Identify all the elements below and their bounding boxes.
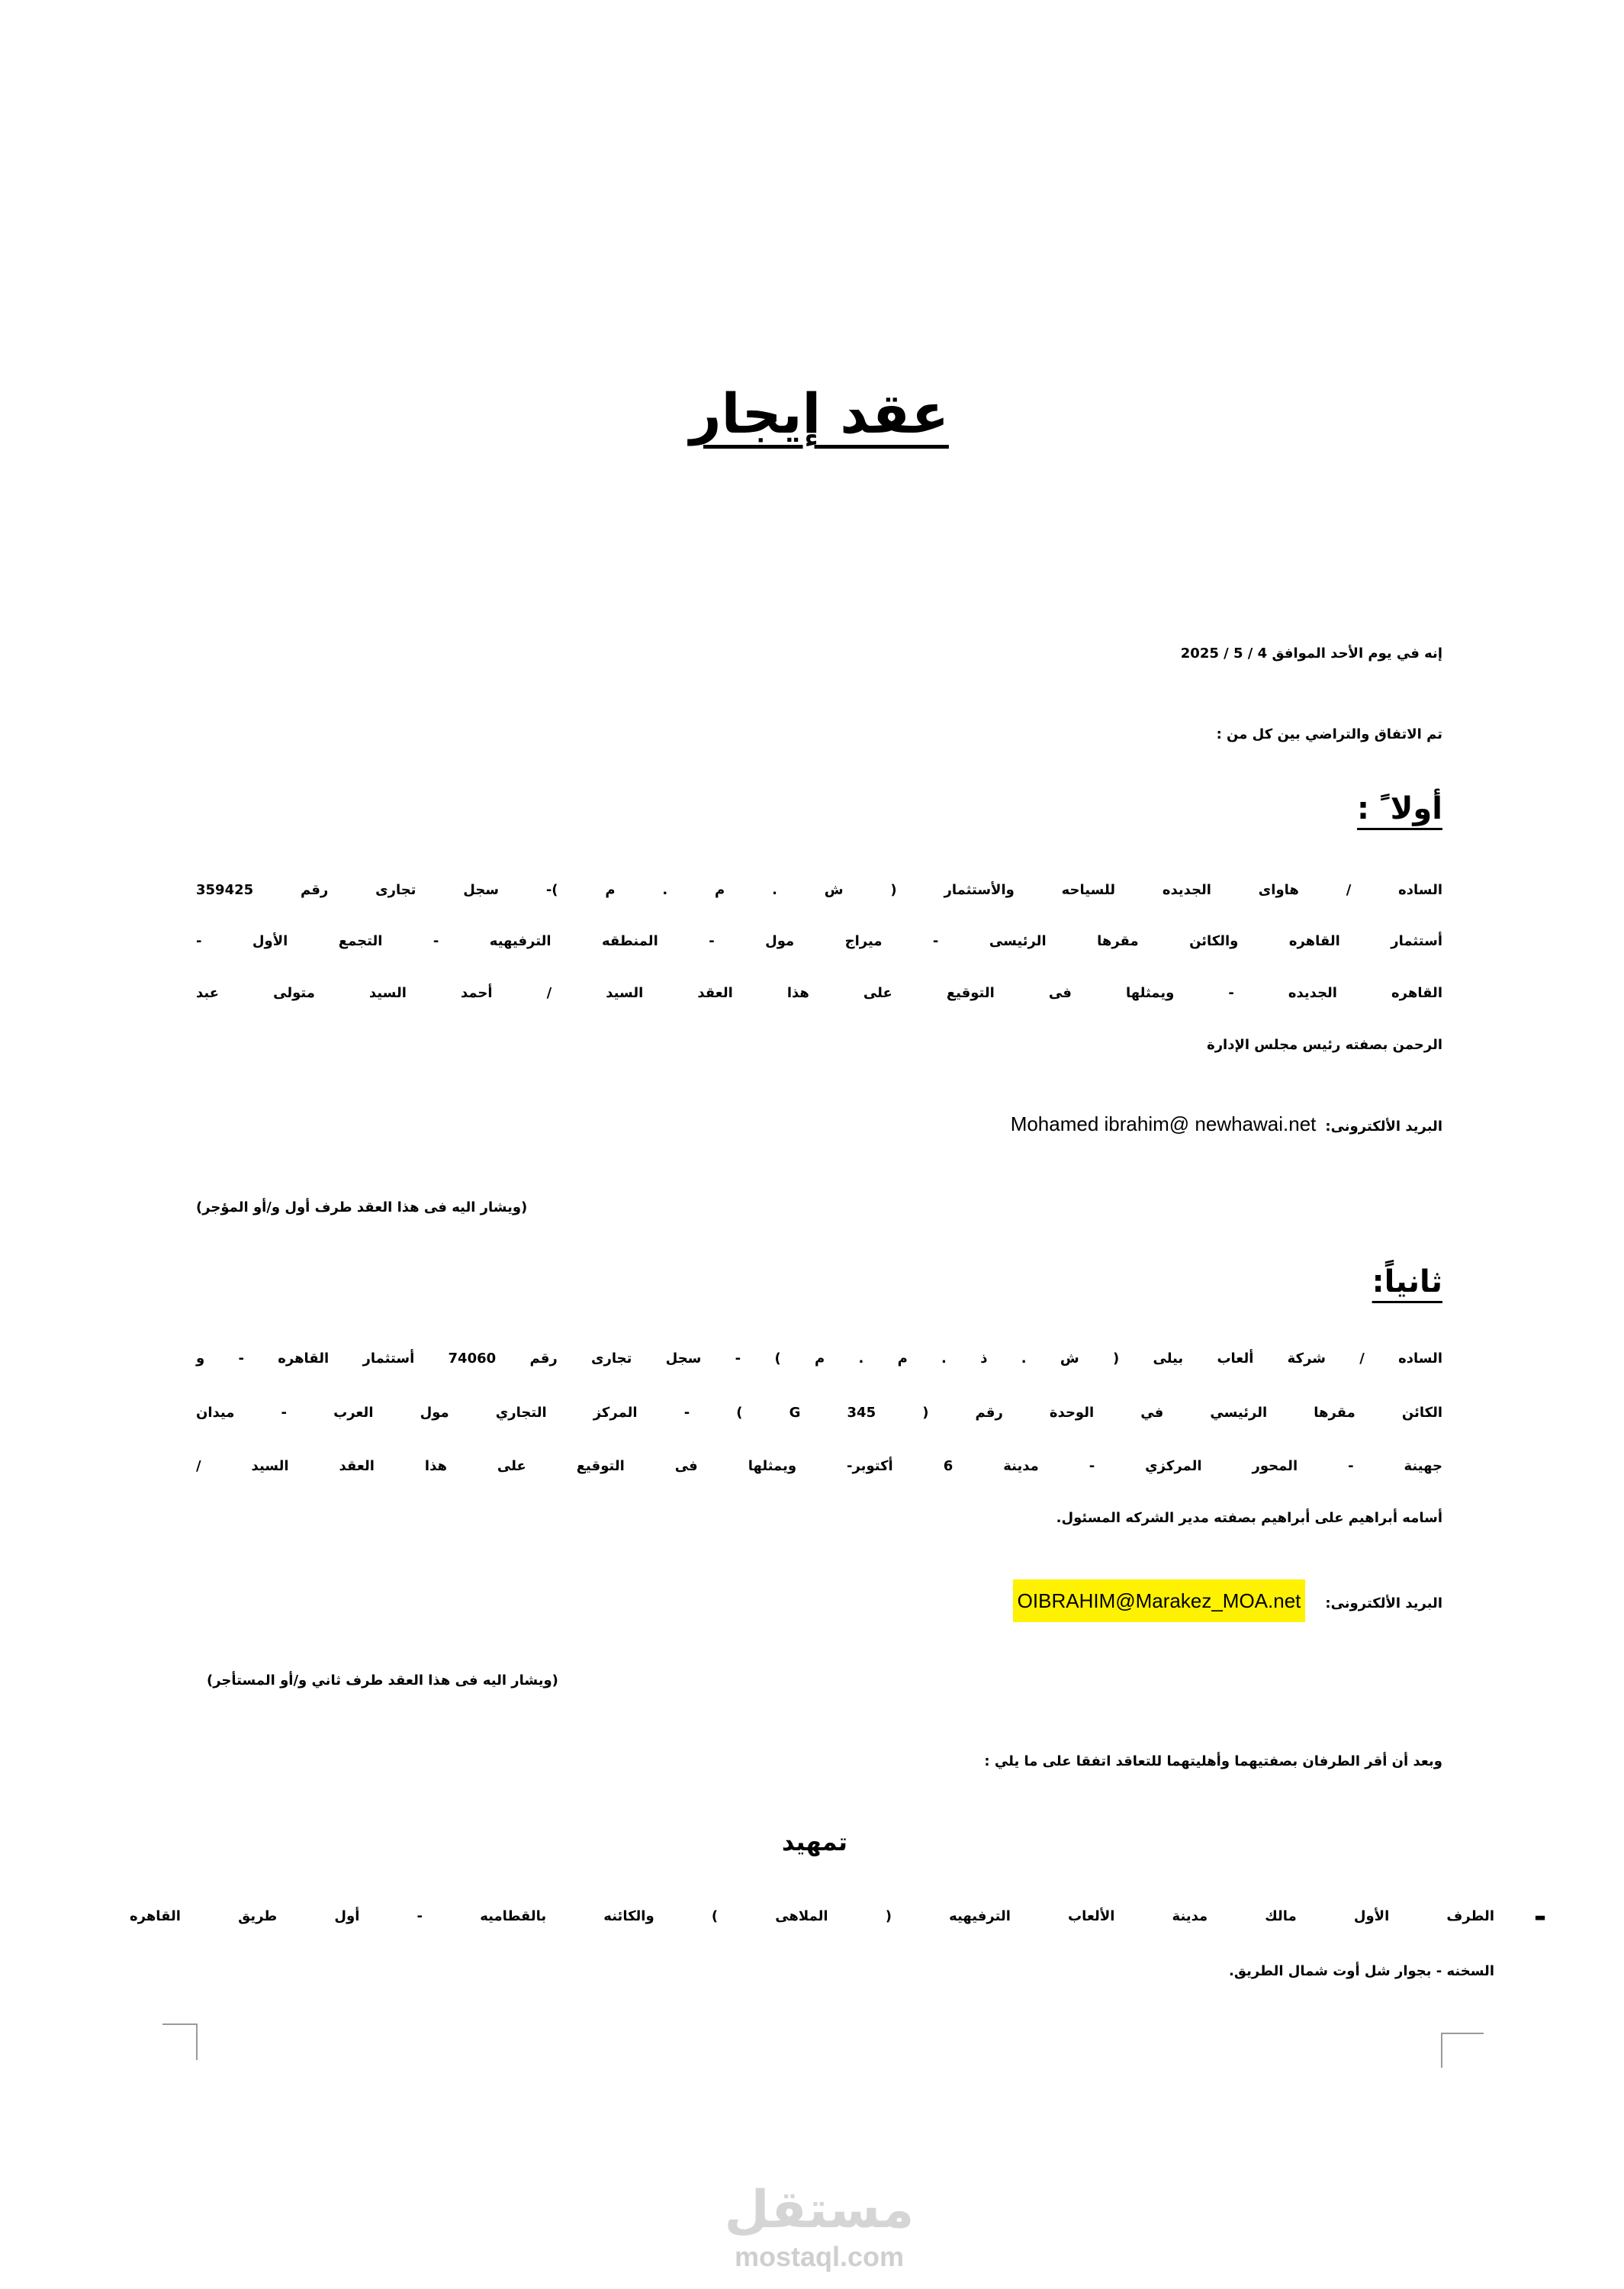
contract-title-text: عقد إيجار: [690, 382, 949, 446]
preamble-bullet: -: [1533, 1899, 1547, 1934]
first-party-text-line: الساده / هاواى الجديده للسياحه والأستثمار ( ش . م . م )- سجل تجارى رقم 359425: [196, 882, 1442, 898]
second-party-text-line: الكائن مقرها الرئيسي في الوحدة رقم ( G 345 ) - المركز التجاري مول العرب - ميدان: [196, 1405, 1442, 1421]
first-party-text-line: الرحمن بصفته رئيس مجلس الإدارة: [1207, 1037, 1442, 1053]
first-party-text-line: القاهره الجديده - ويمثلها فى التوقيع على هذا العقد السيد / أحمد السيد متولى عبد: [196, 985, 1442, 1001]
first-party-email: Mohamed ibrahim@ newhawai.net: [1010, 1112, 1317, 1135]
crop-mark-right-horizontal: [1441, 2033, 1484, 2034]
second-party-email-line: [196, 1579, 1442, 1625]
watermark-logo: مستقل: [724, 2180, 915, 2240]
first-party-text-line: أستثمار القاهره والكائن مقرها الرئيسى - ميراج مول - المنطقه الترفيهيه - التجمع الأول -: [196, 933, 1442, 949]
crop-mark-right-vertical: [1441, 2033, 1442, 2068]
first-party-heading: [196, 786, 1442, 832]
preamble-item-line: السخنه - بجوار شل أوت شمال الطريق.: [1229, 1963, 1494, 1979]
second-party-heading-text: ثانياً:: [1372, 1264, 1442, 1299]
first-party-email-line: [196, 1103, 1442, 1148]
second-party-heading: [196, 1259, 1442, 1305]
second-party-text-line: أسامه أبراهيم على أبراهيم بصفته مدير الشركه المسئول.: [1056, 1510, 1442, 1526]
second-party-text-line: جهينة - المحور المركزي - مدينة 6 أكتوبر- ويمثلها فى التوقيع على هذا العقد السيد /: [196, 1458, 1442, 1474]
second-party-email-highlighted: OIBRAHIM@Marakez_MOA.net: [1013, 1579, 1306, 1622]
contract-title: [667, 375, 972, 452]
first-party-email-label: البريد الألكترونى:: [1325, 1119, 1442, 1135]
second-party-text-line: الساده / شركة ألعاب بيلى ( ش . ذ . م . م ) - سجل تجارى رقم 74060 أستثمار القاهره - و: [196, 1351, 1442, 1367]
crop-mark-left-horizontal: [162, 2023, 198, 2025]
second-party-email-label: البريد الألكترونى:: [1325, 1595, 1442, 1611]
preamble-item-line: الطرف الأول مالك مدينة الألعاب الترفيهيه ( الملاهى ) والكائنه بالقطاميه - أول طريق القاهره: [130, 1908, 1494, 1924]
preamble-heading: تمهيد: [781, 1827, 848, 1856]
first-party-heading-text: أولا ً :: [1357, 791, 1442, 826]
date-line: إنه في يوم الأحد الموافق 4 / 5 / 2025: [1180, 645, 1442, 662]
crop-mark-left-vertical: [196, 2023, 198, 2060]
watermark-site: mostaql.com: [734, 2241, 905, 2272]
agreement-intro: وبعد أن أقر الطرفان بصفتيهما وأهليتهما للتعاقد اتفقا على ما يلي :: [984, 1753, 1442, 1769]
parties-intro: تم الاتفاق والتراضي بين كل من :: [1216, 726, 1442, 742]
second-party-reference-note: (ويشار اليه فى هذا العقد طرف ثاني و/أو المستأجر): [207, 1672, 558, 1689]
first-party-reference-note: (ويشار اليه فى هذا العقد طرف أول و/أو المؤجر): [196, 1199, 528, 1215]
